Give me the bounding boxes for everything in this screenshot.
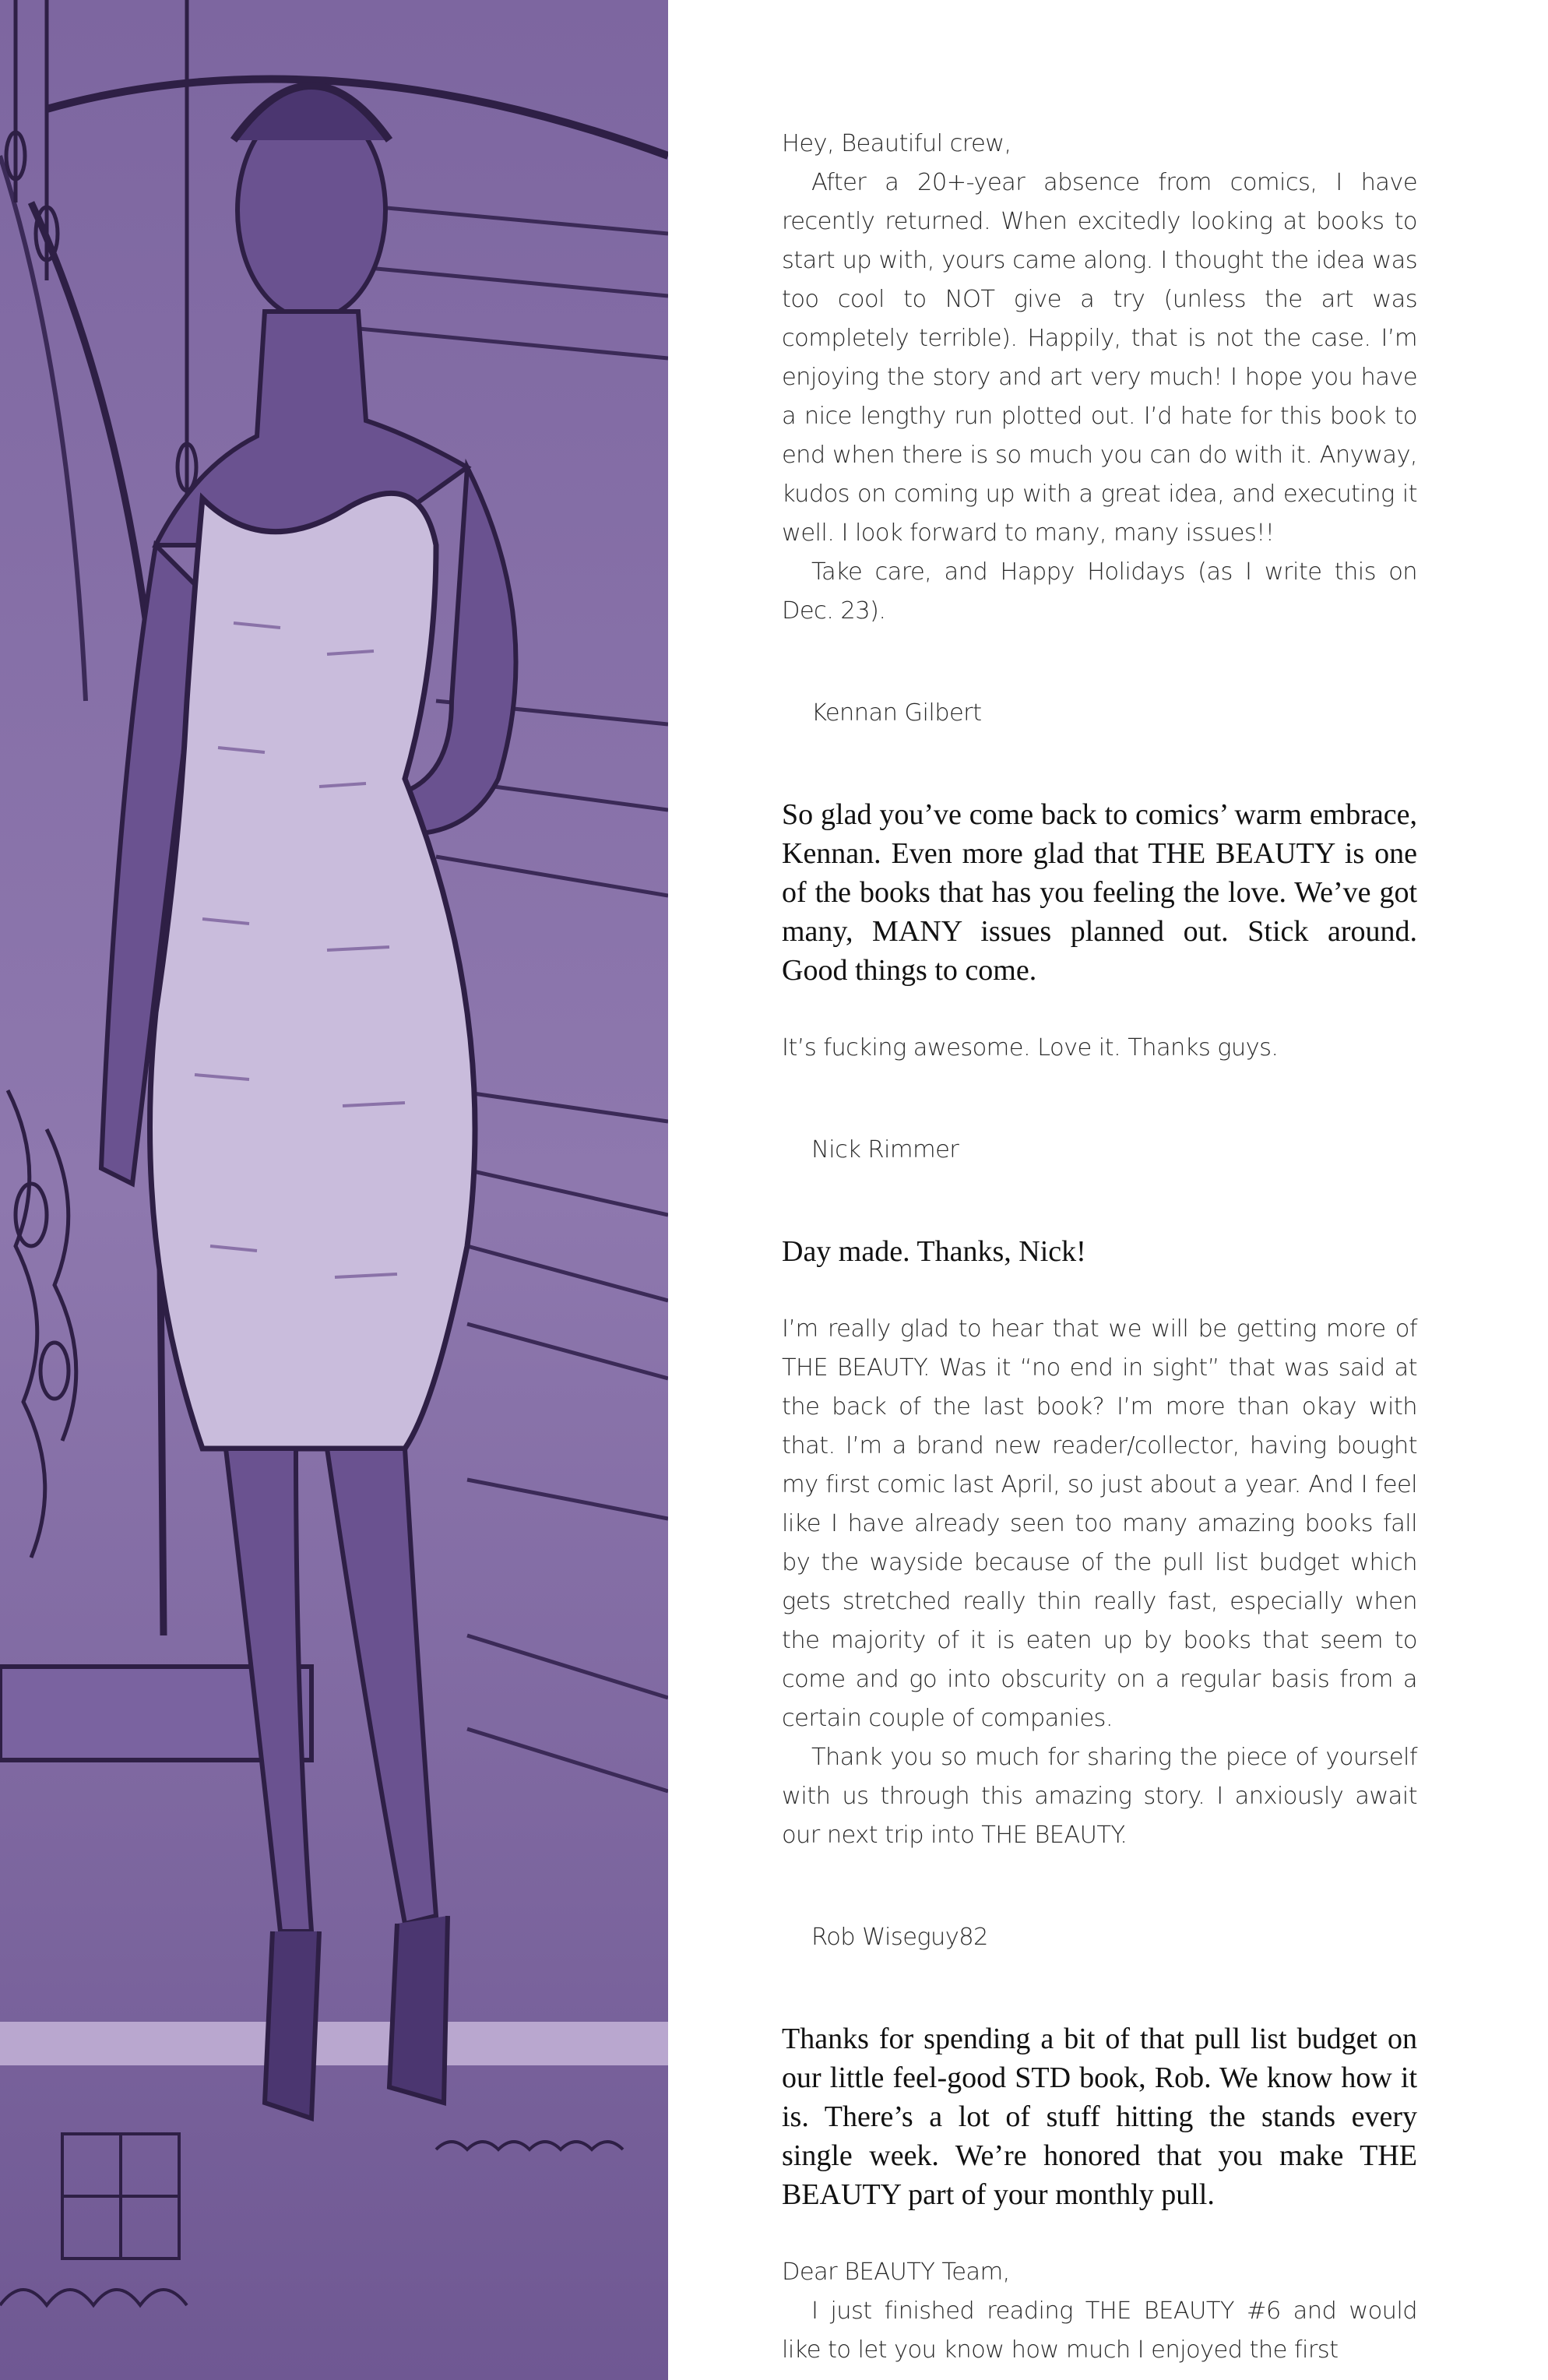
letter-greeting: Hey, Beautiful crew, <box>782 130 1011 157</box>
letter-signature: Rob Wiseguy82 <box>811 1923 988 1951</box>
editor-reply: So glad you’ve come back to comics’ warm embrace, Kennan. Even more glad that THE BEAUTY is one of the books that has you feeling the love. We’ve got many, MANY issues planned out. Stick around. Good things to come. <box>782 798 1417 987</box>
illustration-panel <box>0 0 668 2380</box>
editor-reply: Thanks for spending a bit of that pull list budget on our little feel-good STD book, Rob. We know how it is. There’s a lot of stuff hitting the stands every single week. We’re honored that you make THE BEAUTY part of your monthly pull. <box>782 2023 1417 2211</box>
letter-paragraph: Take care, and Happy Holidays (as I write this on Dec. 23). <box>782 558 1417 625</box>
letter-paragraph: I’m really glad to hear that we will be getting more of THE BEAUTY. Was it “no end in sight” that was said at the back of the last book? I’m more than okay with that. I’m a brand new reader/collector, having bought my first comic last April, so just about a year. And I feel like I have already seen too many amazing books fall by the wayside because of the pull list budget which gets stretched really thin really fast, especially when the majority of it is eaten up by books that seem to come and go into obscurity on a regular basis from a certain couple of companies. <box>782 1315 1417 1732</box>
letters-column <box>782 125 1417 2370</box>
letter-signature: Kennan Gilbert <box>811 699 982 727</box>
letter-greeting: Dear BEAUTY Team, <box>782 2259 1010 2286</box>
letter-signature: Nick Rimmer <box>811 1135 959 1164</box>
letter-paragraph: After a 20+-year absence from comics, I have recently returned. When excitedly looking at books to start up with, yours came along. I thought the idea was too cool to NOT give a try (unless the art was completely terrible). Happily, that is not the case. I’m enjoying the story and art very much! I hope you have a nice lengthy run plotted out. I’d hate for this book to end when there is so much you can do with it. Anyway, kudos on coming up with a great idea, and executing it well. I look forward to many, many issues!! <box>782 169 1417 547</box>
woman-in-dress-illustration <box>0 0 668 2380</box>
editor-reply: Day made. Thanks, Nick! <box>782 1235 1086 1268</box>
letter-paragraph: It’s fucking awesome. Love it. Thanks guys. <box>782 1034 1279 1061</box>
letter-paragraph: Thank you so much for sharing the piece of yourself with us through this amazing story. I anxiously await our next trip into THE BEAUTY. <box>782 1744 1417 1849</box>
letter-paragraph: I just finished reading THE BEAUTY #6 and would like to let you know how much I enjoyed the first <box>782 2297 1417 2364</box>
